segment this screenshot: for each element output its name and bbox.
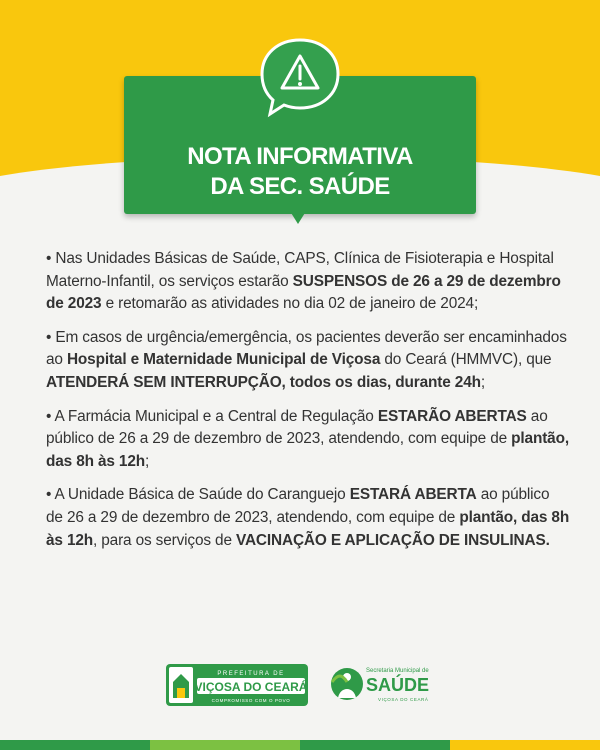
notice-text: e retomarão as atividades no dia 02 de janeiro de 2024; <box>101 295 479 313</box>
notice-paragraph <box>46 248 570 316</box>
notice-text: , para os serviços de <box>93 531 236 549</box>
notice-body <box>46 248 570 563</box>
notice-text-bold: ESTARÃO ABERTAS <box>377 407 527 425</box>
warning-icon-badge <box>252 34 348 120</box>
footer-logos <box>0 656 600 716</box>
footer-color-segment <box>450 740 600 750</box>
notice-paragraph <box>46 484 570 552</box>
title-line-1: NOTA INFORMATIVA <box>187 143 413 170</box>
title-card-pointer <box>288 208 308 224</box>
prefeitura-vicosa-logo <box>166 664 308 706</box>
footer-color-segment <box>150 740 300 750</box>
page-title <box>124 142 476 202</box>
footer-color-bar <box>0 740 600 750</box>
notice-text: ao público de 26 a 29 de dezembro de 2023, atendendo, com equipe de <box>46 407 548 448</box>
notice-text-bold: VACINAÇÃO E APLICAÇÃO DE INSULINAS. <box>236 531 550 549</box>
footer-color-segment <box>300 740 450 750</box>
notice-text: ; <box>145 452 150 470</box>
footer-color-segment <box>0 740 150 750</box>
notice-text: • A Farmácia Municipal e a Central de Regulação <box>46 407 378 425</box>
notice-text: • A Unidade Básica de Saúde do Caranguejo <box>46 486 350 504</box>
secretaria-saude-logo <box>330 660 440 708</box>
logo-right-line1: Secretaria Municipal de <box>366 668 429 674</box>
logo-left-line1: PREFEITURA DE <box>217 671 285 677</box>
logo-right-line2: SAÚDE <box>366 675 430 695</box>
notice-paragraph <box>46 406 570 474</box>
notice-text: do Ceará (HMMVC), que <box>380 351 552 369</box>
notice-text-bold: ESTARÁ ABERTA <box>349 486 477 504</box>
notice-text: ; <box>480 373 486 391</box>
warning-triangle-icon <box>252 34 348 120</box>
notice-text: • Em casos de urgência/emergência, os pacientes deverão ser encaminhados ao <box>46 328 567 369</box>
notice-text-bold: plantão, das 8h às 12h <box>46 430 569 470</box>
notice-text-bold: plantão, das 8h às 12h <box>46 508 570 549</box>
notice-text-bold: ATENDERÁ SEM INTERRUPÇÃO, todos os dias, durante 24h <box>46 373 481 391</box>
logo-left-line3: COMPROMISSO COM O POVO <box>211 698 291 703</box>
notice-paragraph <box>46 327 570 395</box>
notice-text-bold: SUSPENSOS de 26 a 29 de dezembro de 2023 <box>46 272 561 313</box>
logo-right-line3: VIÇOSA DO CEARÁ <box>378 697 429 702</box>
logo-left-line2: VIÇOSA DO CEARÁ <box>194 680 308 694</box>
notice-text: • Nas Unidades Básicas de Saúde, CAPS, Clínica de Fisioterapia e Hospital Materno-Infantil, os serviços estarão <box>46 250 554 290</box>
title-line-2: DA SEC. SAÚDE <box>210 173 390 200</box>
notice-text: ao público de 26 a 29 de dezembro de 2023, atendendo, com equipe de <box>46 486 550 526</box>
notice-text-bold: Hospital e Maternidade Municipal de Viçosa <box>66 351 381 369</box>
